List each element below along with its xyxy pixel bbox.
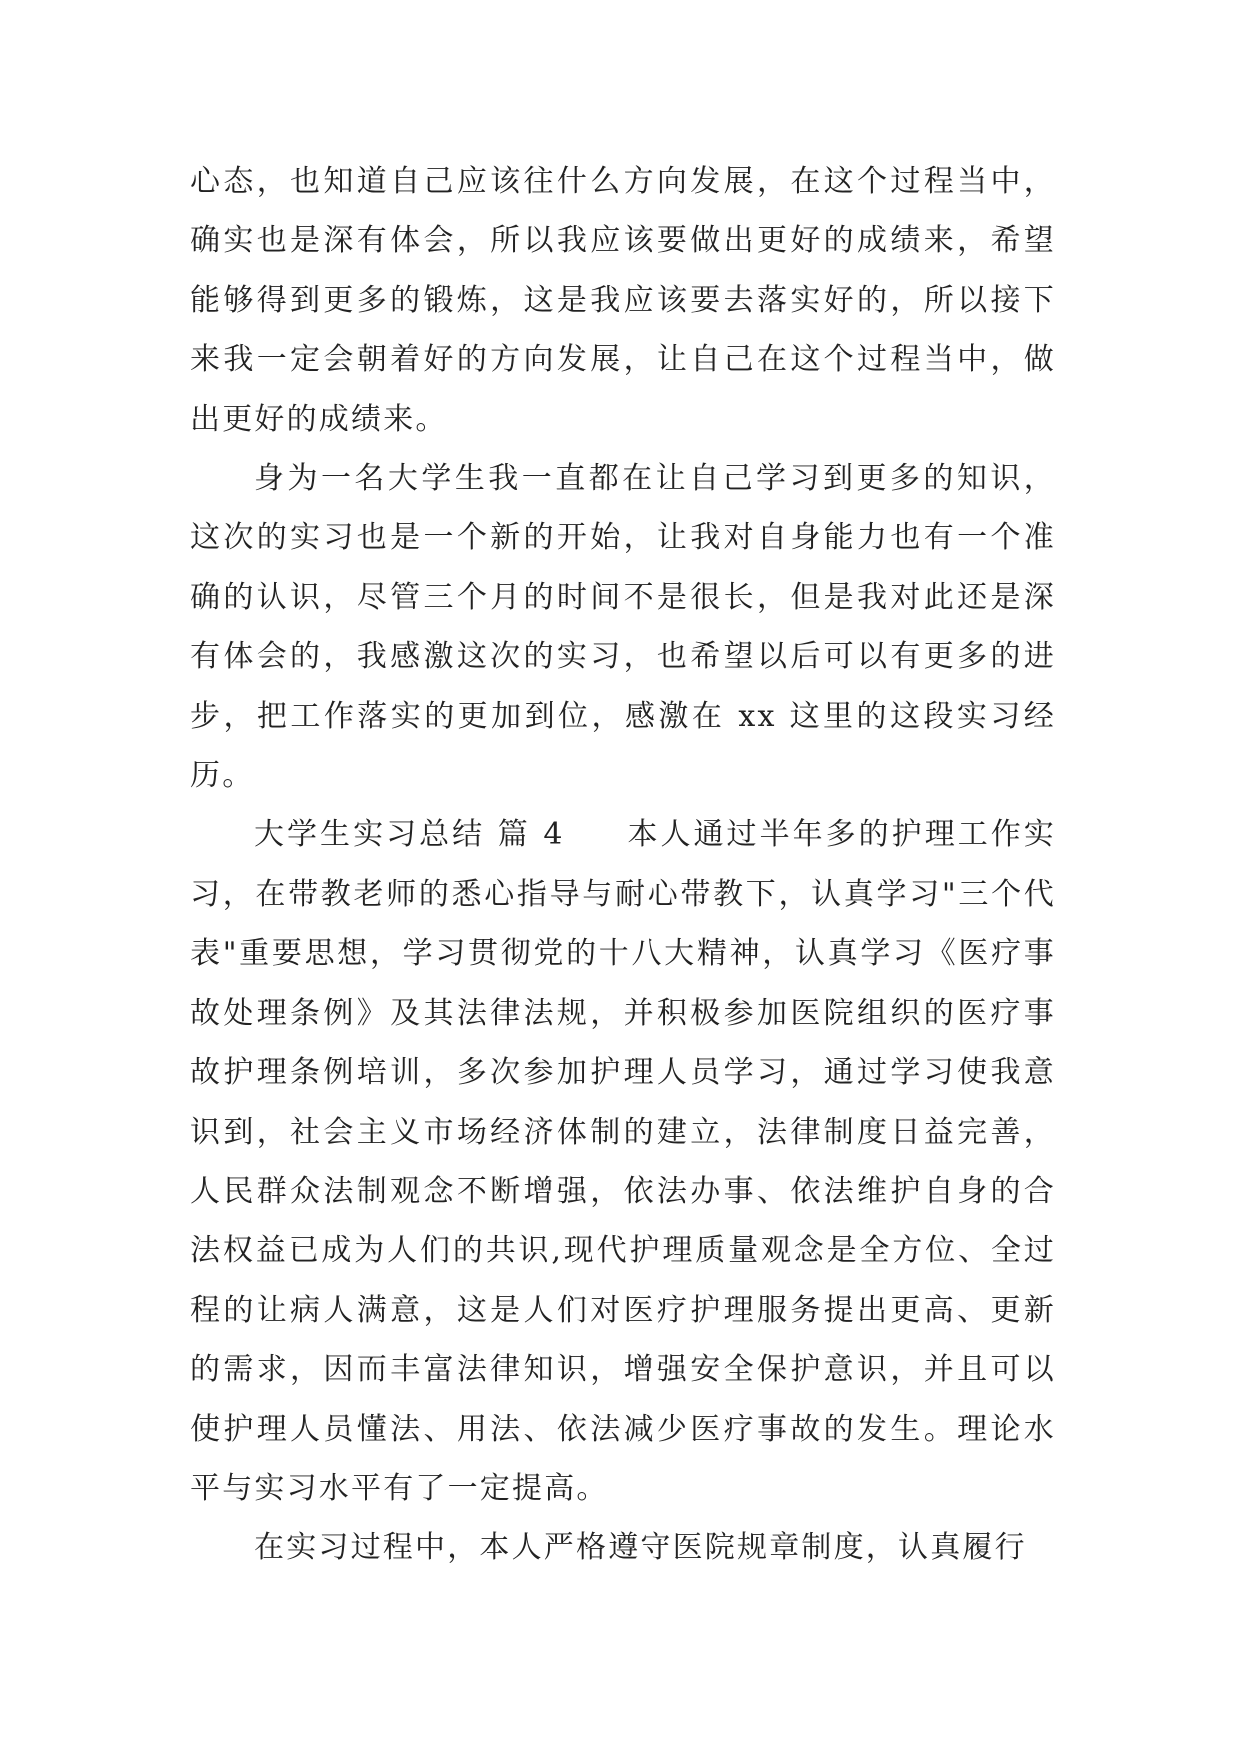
paragraph-3-text: 本人通过半年多的护理工作实习，在带教老师的悉心指导与耐心带教下，认真学习"三个代表"重要思想，学习贯彻党的十八大精神，认真学习《医疗事故处理条例》及其法律法规，并积极参加医院组织的医疗事故护理条例培训，多次参加护理人员学习，通过学习使我意识到，社会主义市场经济体制的建立，法律制度日益完善，人民群众法制观念不断增强，依法办事、依法维护自身的合法权益已成为人们的共识,现代护理质量观念是全方位、全过程的让病人满意，这是人们对医疗护理服务提出更高、更新的需求，因而丰富法律知识，增强安全保护意识，并且可以使护理人员懂法、用法、依法减少医疗事故的发生。理论水平与实习水平有了一定提高。 [190, 817, 1056, 1506]
paragraph-4: 在实习过程中，本人严格遵守医院规章制度，认真履行 [254, 1530, 1027, 1566]
paragraph-3 [190, 805, 1056, 1518]
paragraph-2: 身为一名大学生我一直都在让自己学习到更多的知识，这次的实习也是一个新的开始，让我对自身能力也有一个准确的认识，尽管三个月的时间不是很长，但是我对此还是深有体会的，我感激这次的实习，也希望以后可以有更多的进步，把工作落实的更加到位，感激在 xx 这里的这段实习经历。 [190, 461, 1056, 794]
paragraph-1: 心态，也知道自己应该往什么方向发展，在这个过程当中，确实也是深有体会，所以我应该要做出更好的成绩来，希望能够得到更多的锻炼，这是我应该要去落实好的，所以接下来我一定会朝着好的方向发展，让自己在这个过程当中，做出更好的成绩来。 [190, 164, 1056, 437]
document-body [190, 152, 1056, 1578]
section-heading: 大学生实习总结 篇 4 [254, 817, 565, 853]
